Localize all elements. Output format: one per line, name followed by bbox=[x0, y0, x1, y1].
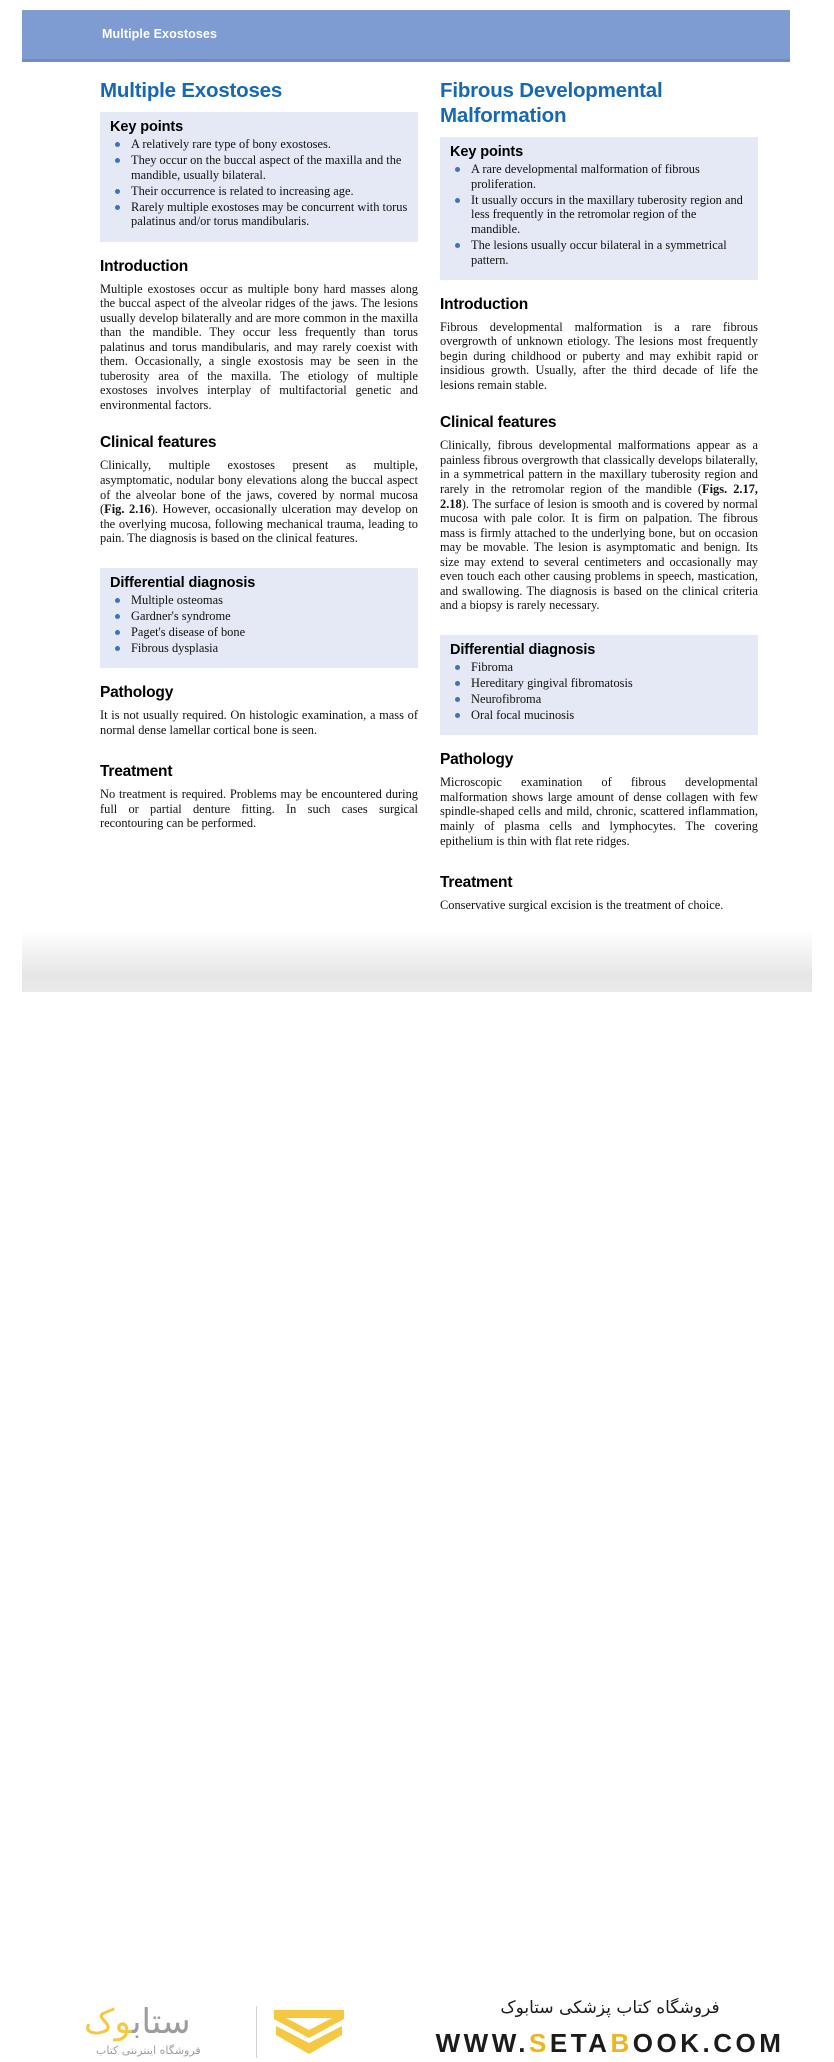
right-introduction-heading: Introduction bbox=[440, 295, 528, 313]
left-column bbox=[100, 78, 418, 848]
right-treatment-text: Conservative surgical excision is the treatment of choice. bbox=[440, 898, 724, 913]
left-differential-diagnosis-list bbox=[110, 593, 408, 656]
url-part-2: ETA bbox=[549, 2028, 611, 2058]
list-item: Paget's disease of bone bbox=[110, 625, 408, 640]
right-clinical-text-after: ). The surface of lesion is smooth and is covered by normal mucosa with pale color. It is firm on palpation. The fibrous mass is firmly attached to the underlying bone, but on occasion may be movable. The lesion is asymptomatic and benign. Its size may extend to several centimeters and occasionally may even touch each other causing problems in speech, mastication, and swallowing. The diagnosis is based on the clinical criteria and a biopsy is rarely necessary. bbox=[440, 496, 758, 613]
url-part-3: OOK.COM bbox=[632, 2028, 785, 2058]
list-item: They occur on the buccal aspect of the maxilla and the mandible, usually bilateral. bbox=[110, 153, 408, 182]
right-key-points-list bbox=[450, 162, 748, 267]
right-differential-diagnosis-heading: Differential diagnosis bbox=[450, 641, 596, 658]
url-accent-b: B bbox=[610, 2028, 633, 2058]
setabook-logo bbox=[60, 2000, 360, 2062]
left-pathology-section bbox=[100, 684, 418, 737]
right-clinical-features-heading: Clinical features bbox=[440, 414, 557, 432]
right-introduction-section bbox=[440, 296, 758, 393]
list-item: A rare developmental malformation of fibrous proliferation. bbox=[450, 162, 748, 191]
setabook-logo-wordmark bbox=[84, 2002, 191, 2042]
left-figure-reference: Fig. 2.16 bbox=[104, 502, 151, 517]
left-treatment-heading: Treatment bbox=[100, 763, 173, 781]
left-pathology-text: It is not usually required. On histologic examination, a mass of normal dense lamellar cortical bone is seen. bbox=[100, 708, 418, 737]
left-treatment-section bbox=[100, 763, 418, 831]
left-clinical-features-section bbox=[100, 434, 418, 545]
right-treatment-heading: Treatment bbox=[440, 874, 513, 892]
list-item: Fibrous dysplasia bbox=[110, 641, 408, 656]
setabook-logo-word-highlight: وک bbox=[84, 2002, 132, 2042]
right-differential-diagnosis-box bbox=[440, 635, 758, 735]
left-introduction-heading: Introduction bbox=[100, 257, 188, 275]
left-clinical-features-text bbox=[100, 458, 418, 545]
list-item: Rarely multiple exostoses may be concurrent with torus palatinus and/or torus mandibularis. bbox=[110, 200, 408, 229]
list-item: Hereditary gingival fibromatosis bbox=[450, 676, 748, 691]
left-introduction-text: Multiple exostoses occur as multiple bony hard masses along the buccal aspect of the alveolar ridges of the jaws. The lesions usually develop bilaterally and are more common in the maxilla than the mandible. They occur less frequently than torus palatinus and torus mandibularis, and may rarely coexist with them. Occasionally, a single exostosis may be seen in the tuberosity area of the maxilla. The etiology of multiple exostoses involves interplay of multifactorial genetic and environmental factors. bbox=[100, 281, 418, 412]
right-pathology-heading: Pathology bbox=[440, 751, 514, 769]
left-key-points-heading: Key points bbox=[110, 119, 184, 135]
left-clinical-features-heading: Clinical features bbox=[100, 434, 217, 452]
left-article-title: Multiple Exostoses bbox=[100, 79, 283, 102]
list-item: Fibroma bbox=[450, 660, 748, 675]
left-key-points-box bbox=[100, 112, 418, 242]
list-item: Their occurrence is related to increasing age. bbox=[110, 184, 408, 199]
running-header bbox=[22, 10, 790, 62]
list-item: Oral focal mucinosis bbox=[450, 708, 748, 723]
footer-persian-tagline: فروشگاه کتاب پزشکی ستابوک bbox=[500, 1998, 720, 2018]
list-item: Multiple osteomas bbox=[110, 593, 408, 608]
setabook-logo-subtitle: فروشگاه اینترنتی کتاب bbox=[96, 2044, 201, 2057]
running-header-title: Multiple Exostoses bbox=[102, 27, 218, 41]
left-clinical-text-after: ). However, occasionally ulceration may develop on the overlying mucosa, following mechanical trauma, leading to pain. The diagnosis is based on the clinical features. bbox=[100, 502, 418, 546]
logo-divider bbox=[256, 2006, 257, 2058]
right-clinical-text-before: Clinically, fibrous developmental malformations appear as a painless fibrous overgrowth that classically develops bilaterally, in a symmetrical pattern in the maxillary tuberosity region and rarely in the retromolar region of the mandible ( bbox=[440, 438, 758, 497]
list-item: The lesions usually occur bilateral in a symmetrical pattern. bbox=[450, 238, 748, 267]
left-treatment-text: No treatment is required. Problems may be encountered during full or partial denture fitting. In such cases surgical recontouring can be performed. bbox=[100, 787, 418, 831]
right-figure-reference: Figs. 2.17, 2.18 bbox=[440, 482, 758, 511]
right-key-points-heading: Key points bbox=[450, 144, 524, 160]
list-item: A relatively rare type of bony exostoses. bbox=[110, 137, 408, 152]
left-differential-diagnosis-box bbox=[100, 568, 418, 668]
right-article-title: Fibrous Developmental Malformation bbox=[440, 79, 663, 127]
page-bottom-fade bbox=[22, 930, 812, 992]
setabook-chevron-logo-icon bbox=[272, 2008, 346, 2056]
url-part-1: WWW. bbox=[435, 2028, 530, 2058]
right-column bbox=[440, 78, 758, 930]
list-item: Neurofibroma bbox=[450, 692, 748, 707]
right-introduction-text: Fibrous developmental malformation is a rare fibrous overgrowth of unknown etiology. The lesions most frequently begin during childhood or puberty and may exhibit rapid or insidious growth. Usually, after the third decade of life the lesions remain stable. bbox=[440, 319, 758, 392]
url-accent-s: S bbox=[529, 2028, 550, 2058]
right-differential-diagnosis-list bbox=[450, 660, 748, 723]
list-item: Gardner's syndrome bbox=[110, 609, 408, 624]
left-clinical-text-before: Clinically, multiple exostoses present as multiple, asymptomatic, nodular bony elevations along the buccal aspect of the alveolar bone of the jaws, covered by normal mucosa ( bbox=[100, 458, 418, 517]
list-item: It usually occurs in the maxillary tuberosity region and less frequently in the retromolar region of the mandible. bbox=[450, 193, 748, 237]
right-treatment-section bbox=[440, 874, 758, 913]
right-pathology-text: Microscopic examination of fibrous developmental malformation shows large amount of dense collagen with few spindle-shaped cells and mild, chronic, scattered inflammation, mainly of plasma cells and lymphocytes. The covering epithelium is thin with flat rete ridges. bbox=[440, 775, 758, 848]
left-introduction-section bbox=[100, 258, 418, 413]
footer-website-url bbox=[410, 2028, 810, 2059]
right-pathology-section bbox=[440, 751, 758, 848]
left-pathology-heading: Pathology bbox=[100, 684, 174, 702]
right-clinical-features-text bbox=[440, 438, 758, 613]
setabook-logo-word-main: ستاب bbox=[132, 2002, 191, 2042]
left-differential-diagnosis-heading: Differential diagnosis bbox=[110, 574, 256, 591]
footer-watermark bbox=[0, 992, 834, 2058]
right-clinical-features-section bbox=[440, 414, 758, 613]
right-key-points-box bbox=[440, 137, 758, 280]
left-key-points-list bbox=[110, 137, 408, 229]
